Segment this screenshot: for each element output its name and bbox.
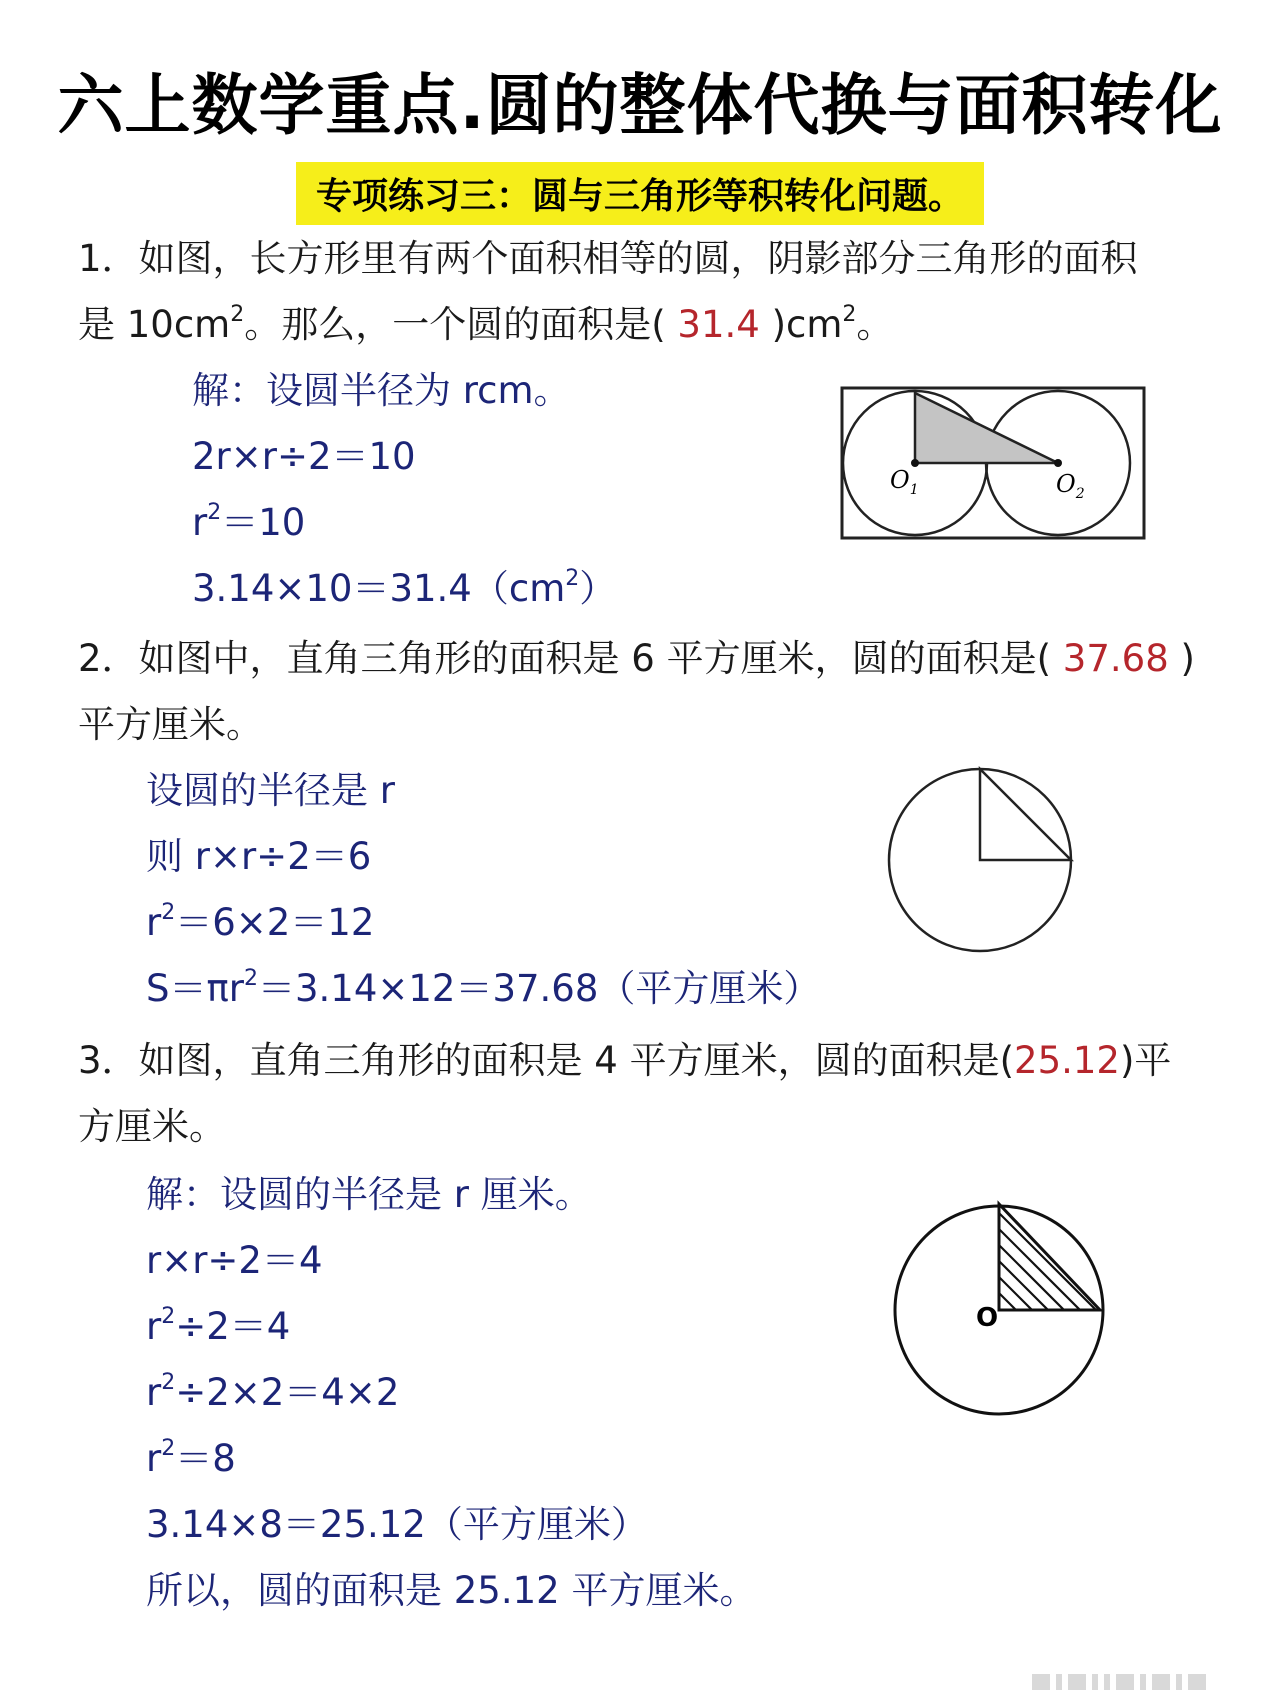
solution-line: $r^2=6\times 2=12$ [146, 900, 375, 944]
q1-answer: 31.4 [665, 303, 772, 346]
section-subtitle: 专项练习三：圆与三角形等积转化问题。 [296, 162, 984, 225]
question-2 [78, 626, 1228, 758]
solution-line: 设圆的半径是 r [146, 769, 395, 812]
solution-line: 则 r×r÷2＝6 [146, 835, 372, 878]
solution-line: 所以，圆的面积是 25.12 平方厘米。 [146, 1569, 757, 1612]
label-o1: $O_1$ [890, 466, 919, 498]
label-o: O [976, 1303, 999, 1333]
question-1 [78, 226, 1228, 358]
q3-line-2: 方厘米。 [78, 1105, 226, 1148]
solution-line: 解：设圆半径为 rcm。 [192, 369, 571, 412]
subtitle-wrap [0, 162, 1280, 225]
q1-sup: 2 [230, 302, 245, 327]
solution-line: $r^2=8$ [146, 1436, 236, 1480]
q1-text: 。那么，一个圆的面积是( [244, 303, 666, 346]
solution-line: r×r÷2＝4 [146, 1239, 323, 1282]
q1-sup: 2 [842, 302, 857, 327]
shaded-triangle [915, 393, 1058, 463]
q2-solution [146, 758, 820, 1022]
q1-text: 。 [856, 303, 894, 346]
q1-text: 是 10cm [78, 303, 231, 346]
watermark-bars [1032, 1672, 1252, 1692]
q1-text: )cm [771, 303, 843, 346]
q1-line-1: 1．如图，长方形里有两个面积相等的圆，阴影部分三角形的面积 [78, 237, 1138, 280]
question-3 [78, 1028, 1228, 1160]
solution-line: $r^2=10$ [192, 500, 306, 544]
figure-circle-hatched-triangle [880, 1194, 1110, 1424]
solution-line: 解：设圆的半径是 r 厘米。 [146, 1173, 592, 1216]
label-o2: $O_2$ [1056, 470, 1085, 502]
center-o1-dot [911, 459, 919, 467]
solution-line: $3.14\times 10=31.4(cm^2)$ [192, 566, 617, 610]
page-title: 六上数学重点.圆的整体代换与面积转化 [57, 67, 1223, 144]
figure-circle-right-triangle [880, 760, 1080, 960]
q3-solution [146, 1162, 756, 1624]
center-o2-dot [1054, 459, 1062, 467]
q2-answer: 37.68 [1051, 637, 1181, 680]
q2-line-2: 平方厘米。 [78, 703, 263, 746]
q3-line-1: 3．如图，直角三角形的面积是 4 平方厘米，圆的面积是(25.12)平 [78, 1039, 1172, 1082]
q1-line-2 [78, 292, 1228, 358]
solution-line: 3.14×8＝25.12（平方厘米） [146, 1503, 648, 1546]
solution-line: 2r×r÷2＝10 [192, 435, 416, 478]
solution-line: $S=\pi r^2=3.14\times 12=37.68$（平方厘米） [146, 966, 821, 1010]
solution-line: $r^2\div 2=4$ [146, 1304, 291, 1348]
q1-solution [192, 358, 616, 622]
solution-line: $r^2\div 2\times 2=4\times 2$ [146, 1370, 400, 1414]
q3-answer: 25.12 [1014, 1039, 1120, 1082]
right-triangle [980, 769, 1071, 860]
figure-rectangle-two-circles [830, 380, 1150, 550]
q2-line-1: 2．如图中，直角三角形的面积是 6 平方厘米，圆的面积是( 37.68 ) [78, 637, 1195, 680]
